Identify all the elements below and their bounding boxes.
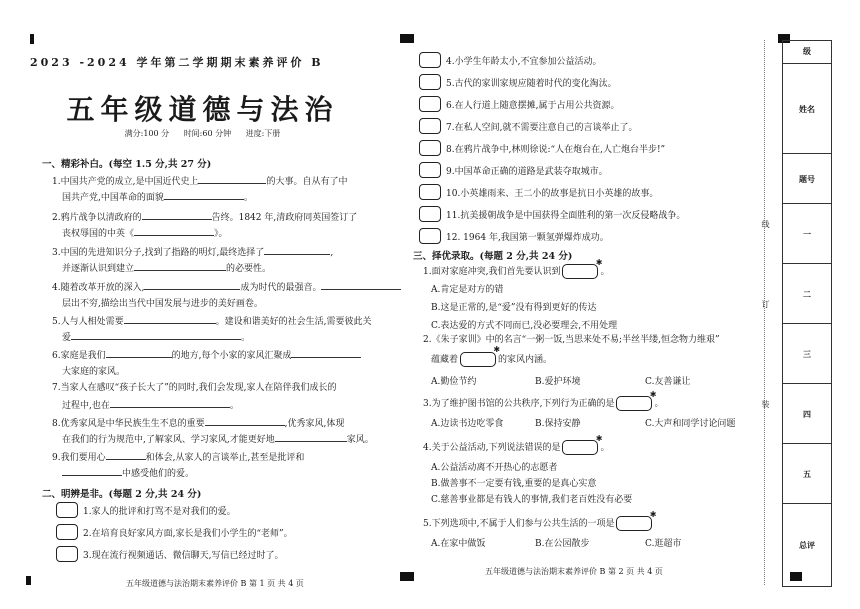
fill-question: 3.中国的先进知识分子,找到了指路的明灯,最终选择了 , — [52, 245, 333, 259]
choice-option[interactable]: A.边读书边吃零食 — [431, 419, 504, 429]
score-cell[interactable]: 二 — [783, 263, 831, 324]
answer-box[interactable] — [419, 74, 441, 90]
choice-option[interactable]: B.在公园散步 — [535, 539, 590, 549]
answer-blank[interactable] — [164, 190, 244, 200]
judge-question: 12. 1964 年,我国第一颗氢弹爆炸成功。 — [419, 228, 609, 244]
fill-question-cont: 丧权辱国的中英《 》。 — [62, 226, 228, 239]
answer-blank[interactable] — [198, 174, 266, 184]
choice-question-cont: 蕴藏着✱ 的家风内涵。 — [431, 352, 552, 367]
answer-blank[interactable] — [142, 210, 212, 220]
score-cell[interactable]: 一 — [783, 203, 831, 264]
answer-blank[interactable] — [144, 280, 240, 290]
answer-box[interactable] — [562, 264, 598, 279]
choice-option[interactable]: B.做善事不一定要有钱,重要的是真心实意 — [431, 479, 597, 489]
fill-question: 4.随着改革开放的深入, 成为时代的最强音。 — [52, 280, 401, 294]
answer-box[interactable] — [460, 352, 496, 367]
binding-label: 订 — [761, 300, 770, 308]
answer-box[interactable] — [616, 396, 652, 411]
answer-box[interactable] — [56, 502, 78, 518]
time-limit: 时间:60 分钟 — [183, 129, 232, 138]
choice-option[interactable]: C.大声和同学讨论问题 — [645, 419, 736, 429]
score-table — [782, 40, 832, 587]
right-page — [405, 0, 775, 609]
page-footer: 五年级道德与法治期末素养评价 B 第 2 页 共 4 页 — [485, 567, 663, 576]
judge-question: 11.抗美援朝战争是中国获得全面胜利的第一次反侵略战争。 — [419, 206, 685, 222]
judge-question: 6.在人行道上随意摆摊,属于占用公共资源。 — [419, 96, 619, 112]
judge-question: 3.现在流行视频通话、微信聊天,写信已经过时了。 — [56, 546, 283, 562]
answer-box[interactable] — [419, 184, 441, 200]
judge-question: 4.小学生年龄太小,不宜参加公益活动。 — [419, 52, 601, 68]
fill-question: 6.家庭是我们 的地方,每个小家的家风汇聚成 — [52, 348, 361, 362]
choice-option[interactable]: A.勤俭节约 — [431, 377, 477, 387]
choice-option[interactable]: C.表达爱的方式不同而已,没必要理会,不用处理 — [431, 321, 618, 331]
answer-box[interactable] — [419, 118, 441, 134]
page-title: 五年级道德与法治 — [66, 93, 339, 126]
answer-blank[interactable] — [275, 432, 347, 442]
score-cell-name: 姓名 — [783, 63, 831, 154]
fill-question: 9.我们要用心 和体会,从家人的言谈举止,甚至是批评和 — [52, 450, 304, 464]
choice-option[interactable]: C.友善谦让 — [645, 377, 691, 387]
answer-blank[interactable] — [124, 314, 216, 324]
fill-question-cont: 爱 。 — [62, 330, 250, 343]
answer-blank[interactable] — [106, 450, 146, 460]
judge-question: 9.中国革命正确的道路是武装夺取城市。 — [419, 162, 608, 178]
exam-header: 2023 -2024 学年第二学期期末素养评价 B — [30, 56, 324, 69]
judge-question: 5.古代的家训家规应随着时代的变化淘汰。 — [419, 74, 617, 90]
answer-box[interactable] — [419, 96, 441, 112]
left-page — [0, 0, 405, 609]
binding-label: 线 — [761, 220, 770, 228]
answer-box[interactable] — [419, 52, 441, 68]
answer-blank[interactable] — [106, 348, 172, 358]
choice-option[interactable]: C.逛超市 — [645, 539, 682, 549]
answer-box[interactable] — [562, 440, 598, 455]
answer-blank[interactable] — [62, 466, 122, 476]
score-cell[interactable]: 五 — [783, 443, 831, 504]
binding-line — [764, 40, 765, 585]
answer-blank[interactable] — [264, 245, 330, 255]
answer-box[interactable] — [419, 206, 441, 222]
section-2-title: 二、明辨是非。(每题 2 分,共 24 分) — [42, 489, 202, 500]
answer-box[interactable] — [419, 228, 441, 244]
exam-meta — [0, 128, 405, 139]
choice-option[interactable]: C.慈善事业都是有钱人的事情,我们老百姓没有必要 — [431, 495, 633, 505]
judge-question: 2.在培育良好家风方面,家长是我们小学生的“老师”。 — [56, 524, 293, 540]
score-cell-total[interactable]: 总评 — [783, 503, 831, 586]
fill-question-cont: 中感受他们的爱。 — [62, 466, 194, 479]
choice-option[interactable]: A.公益活动离不开热心的志愿者 — [431, 463, 558, 473]
choice-option[interactable]: A.肯定是对方的错 — [431, 285, 504, 295]
judge-question: 10.小英雄雨来、王二小的故事是抗日小英雄的故事。 — [419, 184, 658, 200]
fill-question-cont: 大家庭的家风。 — [62, 367, 126, 377]
fill-question: 8.优秀家风是中华民族生生不息的重要 ,优秀家风,体现 — [52, 416, 344, 430]
choice-question: 4.关于公益活动,下列说法错误的是✱ 。 — [423, 440, 609, 455]
fill-question-cont: 国共产党,中国革命的面貌 。 — [62, 190, 253, 203]
choice-question: 5.下列选项中,不属于人们参与公共生活的一项是✱ — [423, 516, 654, 531]
answer-blank[interactable] — [71, 330, 241, 340]
fill-question: 5.人与人相处需要 。建设和谐美好的社会生活,需要彼此关 — [52, 314, 371, 328]
answer-box[interactable] — [616, 516, 652, 531]
choice-option[interactable]: B.保持安静 — [535, 419, 581, 429]
answer-blank[interactable] — [291, 348, 361, 358]
score-cell-class: 级 — [803, 46, 811, 56]
answer-blank[interactable] — [205, 416, 285, 426]
choice-question: 2.《朱子家训》中的名言“一粥一饭,当思来处不易;半丝半缕,恒念物力维艰” — [423, 335, 720, 345]
fill-question: 2.鸦片战争以清政府的 告终。1842 年,清政府同英国签订了 — [52, 210, 357, 224]
answer-blank[interactable] — [110, 398, 230, 408]
fill-question-cont: 过程中,也在 。 — [62, 398, 239, 411]
judge-question: 7.在私人空间,就不需要注意自己的言谈举止了。 — [419, 118, 637, 134]
answer-blank[interactable] — [134, 226, 214, 236]
choice-question: 1.面对家庭冲突,我们首先要认识到✱ 。 — [423, 264, 609, 279]
answer-blank[interactable] — [321, 280, 401, 290]
score-cell-header: 题号 — [783, 153, 831, 204]
answer-blank[interactable] — [134, 261, 226, 271]
section-1-title: 一、精彩补白。(每空 1.5 分,共 27 分) — [42, 159, 212, 170]
choice-question: 3.为了维护图书馆的公共秩序,下列行为正确的是✱ 。 — [423, 396, 663, 411]
progress: 进度:下册 — [245, 129, 281, 138]
fill-question-cont: 层出不穷,描绘出当代中国发展与进步的美好画卷。 — [62, 299, 263, 309]
answer-box[interactable] — [419, 140, 441, 156]
answer-box[interactable] — [419, 162, 441, 178]
fill-question-cont: 在我们的行为规范中,了解家风、学习家风,才能更好地 家风。 — [62, 432, 374, 445]
page-footer: 五年级道德与法治期末素养评价 B 第 1 页 共 4 页 — [126, 579, 304, 588]
answer-box[interactable] — [56, 546, 78, 562]
choice-option[interactable]: A.在家中做饭 — [431, 539, 486, 549]
answer-box[interactable] — [56, 524, 78, 540]
score-cell[interactable]: 三 — [783, 323, 831, 384]
full-score: 满分:100 分 — [124, 129, 170, 138]
choice-option[interactable]: B.这是正常的,是“爱”没有得到更好的传达 — [431, 303, 597, 313]
fill-question: 1.中国共产党的成立,是中国近代史上 的大事。自从有了中 — [52, 174, 347, 188]
fill-question: 7.当家人在感叹“孩子长大了”的同时,我们会发现,家人在陪伴我们成长的 — [52, 383, 337, 393]
section-3-title: 三、择优录取。(每题 2 分,共 24 分) — [413, 251, 573, 262]
judge-question: 1.家人的批评和打骂不是对我们的爱。 — [56, 502, 236, 518]
score-cell[interactable]: 四 — [783, 383, 831, 444]
choice-option[interactable]: B.爱护环境 — [535, 377, 581, 387]
binding-label: 装 — [761, 400, 770, 408]
judge-question: 8.在鸦片战争中,林则徐说:“人在炮台在,人亡炮台半步!” — [419, 140, 665, 156]
fill-question-cont: 并逐渐认识到建立 的必要性。 — [62, 261, 271, 274]
